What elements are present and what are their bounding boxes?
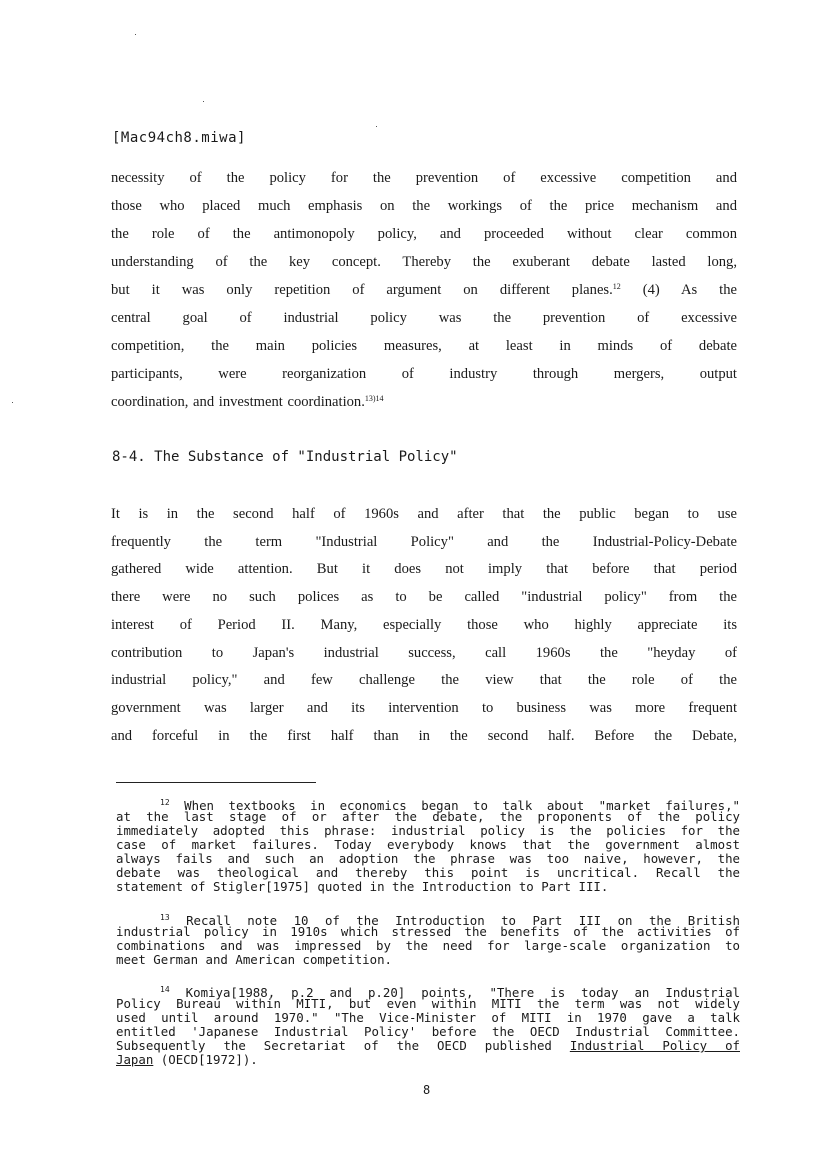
text-line: coordination, and investment coordination.$^{13)14}$ <box>111 394 384 410</box>
book-title-underlined: Japan <box>116 1052 154 1067</box>
text-line: It is in the second half of 1960s and after that the public began to use <box>111 506 737 522</box>
footnote-ref-13-14[interactable]: 13)14 <box>364 394 384 403</box>
section-heading: 8-4. The Substance of "Industrial Policy" <box>112 449 458 465</box>
text-line: industrial policy," and few challenge the view that the role of the <box>111 672 737 688</box>
text-line: the role of the antimonopoly policy, and proceeded without clear common <box>111 226 737 242</box>
page-number: 8 <box>423 1083 431 1097</box>
text-line: government was larger and its intervention to business was more frequent <box>111 700 737 716</box>
footnote-mark: 12 <box>160 798 170 807</box>
footnote-separator <box>116 782 316 783</box>
footnote-mark: 13 <box>160 913 170 922</box>
text-line: central goal of industrial policy was the prevention of excessive <box>111 310 737 326</box>
footnote-ref-12[interactable]: 12 <box>612 282 621 291</box>
text-line: but it was only repetition of argument on different planes.$^{12}$ (4) As the <box>111 282 737 298</box>
text-line: those who placed much emphasis on the workings of the price mechanism and <box>111 198 737 214</box>
footnote-line: meet German and American competition. <box>116 952 393 967</box>
scan-speck <box>376 126 377 127</box>
footnote-line: used until around 1970." "The Vice-Minister of MITI in 1970 gave a talk <box>116 1010 740 1025</box>
footnote-line: immediately adopted this phrase: industrial policy is the policies for the <box>116 823 740 838</box>
footnote-line: $^{13}$ Recall note 10 of the Introduction to Part III on the British <box>160 913 740 928</box>
book-title-underlined: Industrial Policy of <box>569 1038 740 1053</box>
footnote-line: Subsequently the Secretariat of the OECD published Industrial Policy of <box>116 1038 740 1053</box>
text-line: competition, the main policies measures, at least in minds of debate <box>111 338 737 354</box>
footnote-line: combinations and was impressed by the need for large-scale organization to <box>116 938 740 953</box>
document-reference: [Mac94ch8.miwa] <box>112 130 246 146</box>
text-line: and forceful in the first half than in the second half. Before the Debate, <box>111 728 737 744</box>
scan-speck <box>135 34 136 35</box>
text-line: gathered wide attention. But it does not imply that before that period <box>111 561 737 577</box>
footnote-line: statement of Stigler[1975] quoted in the Introduction to Part III. <box>116 879 609 894</box>
footnote-line: entitled 'Japanese Industrial Policy' before the OECD Industrial Committee. <box>116 1024 740 1039</box>
scan-speck <box>203 101 204 102</box>
footnote-line: Policy Bureau within MITI, but even within MITI the term was not widely <box>116 996 740 1011</box>
text-line: frequently the term "Industrial Policy" and the Industrial-Policy-Debate <box>111 534 737 550</box>
footnote-line: always fails and such an adoption the phrase was too naive, however, the <box>116 851 740 866</box>
footnote-line: at the last stage of or after the debate, the proponents of the policy <box>116 809 740 824</box>
footnote-line: $^{14}$ Komiya[1988, p.2 and p.20] points, "There is today an Industrial <box>160 985 740 1000</box>
text-line: interest of Period II. Many, especially those who highly appreciate its <box>111 617 737 633</box>
scan-speck <box>12 402 13 403</box>
footnote-line: debate was theological and thereby this point is uncritical. Recall the <box>116 865 740 880</box>
footnote-mark: 14 <box>160 985 170 994</box>
footnote-line: case of market failures. Today everybody knows that the government almost <box>116 837 740 852</box>
text-line: understanding of the key concept. Thereby the exuberant debate lasted long, <box>111 254 737 270</box>
footnote-line: $^{12}$ When textbooks in economics began to talk about "market failures," <box>160 798 740 813</box>
footnote-line: Japan (OECD[1972]). <box>116 1052 258 1067</box>
text-line: participants, were reorganization of industry through mergers, output <box>111 366 737 382</box>
footnote-line: industrial policy in 1910s which stressed the benefits of the activities of <box>116 924 740 939</box>
text-line: necessity of the policy for the prevention of excessive competition and <box>111 170 737 186</box>
text-line: there were no such polices as to be called "industrial policy" from the <box>111 589 737 605</box>
text-line: contribution to Japan's industrial success, call 1960s the "heyday of <box>111 645 737 661</box>
